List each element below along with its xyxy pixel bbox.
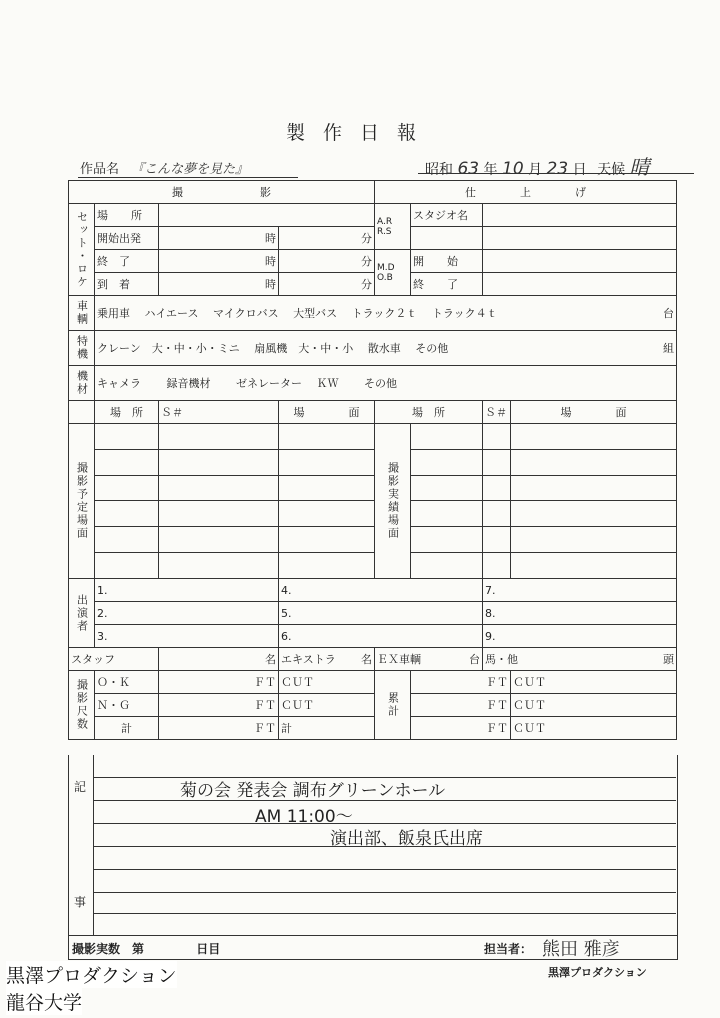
cum-ft-2: ＦＴ — [411, 694, 511, 717]
special-fan: 扇風機 大・中・小 — [254, 342, 354, 355]
place-value[interactable] — [159, 204, 375, 227]
actual-s-3[interactable] — [483, 475, 511, 501]
equip-kw: ＫＷ — [316, 377, 339, 390]
notes-label-bottom: 事 — [74, 895, 87, 909]
person-name: 熊田 雅彦 — [542, 939, 620, 960]
day-value: 23 — [546, 159, 569, 179]
staff-unit: 名 — [159, 648, 279, 671]
planned-scene-3[interactable] — [279, 475, 375, 501]
actual-place-5[interactable] — [411, 527, 483, 553]
era: 昭和 — [425, 162, 453, 178]
open-label: 開 始 — [411, 250, 483, 273]
horse-label: 馬・他 頭 — [483, 648, 677, 671]
special-label: 特機 — [69, 331, 95, 366]
cast-6[interactable]: 6. — [279, 625, 483, 648]
planned-scenes-label: 撮影予定場面 — [69, 424, 95, 579]
actual-col-place: 場 所 — [375, 401, 483, 424]
place-label: 場 所 — [95, 204, 159, 227]
studio-blank — [411, 227, 483, 250]
planned-s-2[interactable] — [159, 449, 279, 475]
equipment-label: 機材 — [69, 366, 95, 401]
shooting-section-header: 撮 影 — [69, 181, 375, 204]
planned-scene-4[interactable] — [279, 501, 375, 527]
cast-2[interactable]: 2. — [95, 602, 279, 625]
year-unit: 年 — [483, 162, 498, 178]
actual-col-s: Ｓ＃ — [483, 401, 511, 424]
special-crane: クレーン 大・中・小・ミニ — [97, 342, 240, 355]
special-row — [95, 331, 677, 366]
note-rule-6 — [94, 892, 676, 893]
actual-scene-3[interactable] — [511, 475, 677, 501]
work-label: 作品名 — [80, 162, 120, 177]
cast-3[interactable]: 3. — [95, 625, 279, 648]
total-ft: ＦＴ — [159, 717, 279, 740]
finishing-section-header: 仕 上 げ — [375, 181, 677, 204]
planned-scene-1[interactable] — [279, 424, 375, 450]
planned-scene-5[interactable] — [279, 527, 375, 553]
scene-header-blank — [69, 401, 95, 424]
day-unit: 日 — [572, 162, 587, 178]
ng-ft: ＦＴ — [159, 694, 279, 717]
vehicle-hiace: ハイエース — [144, 307, 199, 320]
ok-label: Ｏ・Ｋ — [95, 671, 159, 694]
planned-place-5[interactable] — [95, 527, 159, 553]
days-label: 撮影実数 第 — [72, 942, 145, 956]
ng-cut: ＣＵＴ — [279, 694, 375, 717]
planned-s-6[interactable] — [159, 553, 279, 579]
equip-other: その他 — [364, 377, 397, 390]
cumulative-label: 累計 — [375, 671, 411, 740]
actual-s-2[interactable] — [483, 449, 511, 475]
weather-value: 晴 — [629, 155, 650, 179]
end-minute: 分 — [279, 250, 375, 273]
planned-s-3[interactable] — [159, 475, 279, 501]
special-water-truck: 散水車 — [367, 342, 401, 355]
actual-place-2[interactable] — [411, 449, 483, 475]
ex-vehicle-label: ＥＸ車輌 台 — [375, 648, 483, 671]
equip-generator: ゼネレーター — [236, 377, 302, 390]
cum-ft-1: ＦＴ — [411, 671, 511, 694]
actual-s-5[interactable] — [483, 527, 511, 553]
shooting-days-field — [72, 940, 220, 957]
arrive-hour: 時 — [159, 273, 279, 296]
month-unit: 月 — [528, 162, 543, 178]
work-title-underline — [78, 177, 298, 178]
vehicle-car: 乗用車 — [97, 307, 130, 320]
form-title: 製作日報 — [285, 122, 434, 144]
company-name: 黒澤プロダクション — [548, 966, 647, 979]
notes-divider — [93, 755, 94, 935]
planned-s-1[interactable] — [159, 424, 279, 450]
start-hour: 時 — [159, 227, 279, 250]
note-rule-5 — [94, 869, 676, 870]
ng-label: Ｎ・Ｇ — [95, 694, 159, 717]
cum-cut-1: ＣＵＴ — [511, 671, 677, 694]
end-label: 終 了 — [95, 250, 159, 273]
vehicle-truck-2t: トラック２ｔ — [351, 307, 418, 320]
ar-rs-label: A.R R.S — [375, 204, 411, 250]
planned-place-1[interactable] — [95, 424, 159, 450]
weather-label: 天候 — [597, 162, 626, 178]
actual-s-1[interactable] — [483, 424, 511, 450]
vehicles-row — [95, 296, 677, 331]
actual-place-3[interactable] — [411, 475, 483, 501]
vehicle-unit: 台 — [663, 307, 675, 320]
note-rule-7 — [94, 913, 676, 914]
planned-col-scene: 場 面 — [279, 401, 375, 424]
cast-8[interactable]: 8. — [483, 602, 677, 625]
planned-scene-6[interactable] — [279, 553, 375, 579]
cast-5[interactable]: 5. — [279, 602, 483, 625]
watermark-line-2: 龍谷大学 — [6, 988, 82, 1015]
actual-scenes-label: 撮影実績場面 — [375, 424, 411, 579]
planned-s-5[interactable] — [159, 527, 279, 553]
date-field — [425, 151, 650, 180]
arrive-label: 到 着 — [95, 273, 159, 296]
actual-place-6[interactable] — [411, 553, 483, 579]
special-set-unit: 組 — [663, 342, 675, 355]
actual-scene-4[interactable] — [511, 501, 677, 527]
note-line-1: 菊の会 発表会 調布グリーンホール — [180, 781, 446, 801]
cast-9[interactable]: 9. — [483, 625, 677, 648]
planned-place-2[interactable] — [95, 449, 159, 475]
work-title: 『こんな夢を見た』 — [131, 162, 249, 177]
set-loc-label: セット・ロケ — [69, 204, 95, 296]
close-value[interactable] — [483, 273, 677, 296]
planned-place-3[interactable] — [95, 475, 159, 501]
footage-label: 撮影尺数 — [69, 671, 95, 740]
actual-s-4[interactable] — [483, 501, 511, 527]
actual-scene-2[interactable] — [511, 449, 677, 475]
start-label: 開始出発 — [95, 227, 159, 250]
actual-scene-5[interactable] — [511, 527, 677, 553]
notes-label-top: 記 — [74, 780, 87, 794]
extra-label: エキストラ 名 — [279, 648, 375, 671]
equipment-row — [95, 366, 677, 401]
actual-place-1[interactable] — [411, 424, 483, 450]
vehicle-microbus: マイクロバス — [213, 307, 279, 320]
md-ob-label: M.D O.B — [375, 250, 411, 296]
planned-place-4[interactable] — [95, 501, 159, 527]
planned-place-6[interactable] — [95, 553, 159, 579]
note-line-3: 演出部、飯泉氏出席 — [330, 829, 483, 849]
actual-place-4[interactable] — [411, 501, 483, 527]
planned-s-4[interactable] — [159, 501, 279, 527]
equip-sound: 録音機材 — [166, 377, 211, 390]
daily-report-form — [68, 180, 677, 740]
watermark-line-1: 黒澤プロダクション — [6, 961, 177, 988]
cast-1[interactable]: 1. — [95, 579, 279, 602]
studio-value-2[interactable] — [483, 227, 677, 250]
planned-col-s: Ｓ＃ — [159, 401, 279, 424]
cum-cut-2: ＣＵＴ — [511, 694, 677, 717]
cum-cut-3: ＣＵＴ — [511, 717, 677, 740]
vehicles-label: 車輌 — [69, 296, 95, 331]
studio-label: スタジオ名 — [411, 204, 483, 227]
vehicle-bus: 大型バス — [293, 307, 338, 320]
total-label: 計 — [95, 717, 159, 740]
cast-4[interactable]: 4. — [279, 579, 483, 602]
actual-scene-6[interactable] — [511, 553, 677, 579]
end-hour: 時 — [159, 250, 279, 273]
month-value: 10 — [502, 159, 524, 179]
planned-scene-2[interactable] — [279, 449, 375, 475]
days-unit: 日目 — [196, 942, 221, 956]
ok-cut: ＣＵＴ — [279, 671, 375, 694]
person-label: 担当者： — [484, 942, 533, 956]
actual-s-6[interactable] — [483, 553, 511, 579]
work-title-field — [80, 158, 248, 177]
actual-scene-1[interactable] — [511, 424, 677, 450]
year-value: 63 — [457, 159, 480, 179]
vehicle-truck-4t: トラック４ｔ — [431, 307, 498, 320]
open-value[interactable] — [483, 250, 677, 273]
staff-label: スタッフ — [69, 648, 159, 671]
actual-col-scene: 場 面 — [511, 401, 677, 424]
equip-camera: キャメラ — [97, 377, 141, 390]
cum-ft-3: ＦＴ — [411, 717, 511, 740]
arrive-minute: 分 — [279, 273, 375, 296]
special-other: その他 — [415, 342, 449, 355]
cast-label: 出演者 — [69, 579, 95, 648]
note-line-2: AM 11:00～ — [255, 807, 353, 827]
close-label: 終 了 — [411, 273, 483, 296]
cast-7[interactable]: 7. — [483, 579, 677, 602]
start-minute: 分 — [279, 227, 375, 250]
planned-col-place: 場 所 — [95, 401, 159, 424]
studio-value[interactable] — [483, 204, 677, 227]
total-cut-label: 計 — [279, 717, 375, 740]
ok-ft: ＦＴ — [159, 671, 279, 694]
date-underline — [418, 173, 694, 174]
